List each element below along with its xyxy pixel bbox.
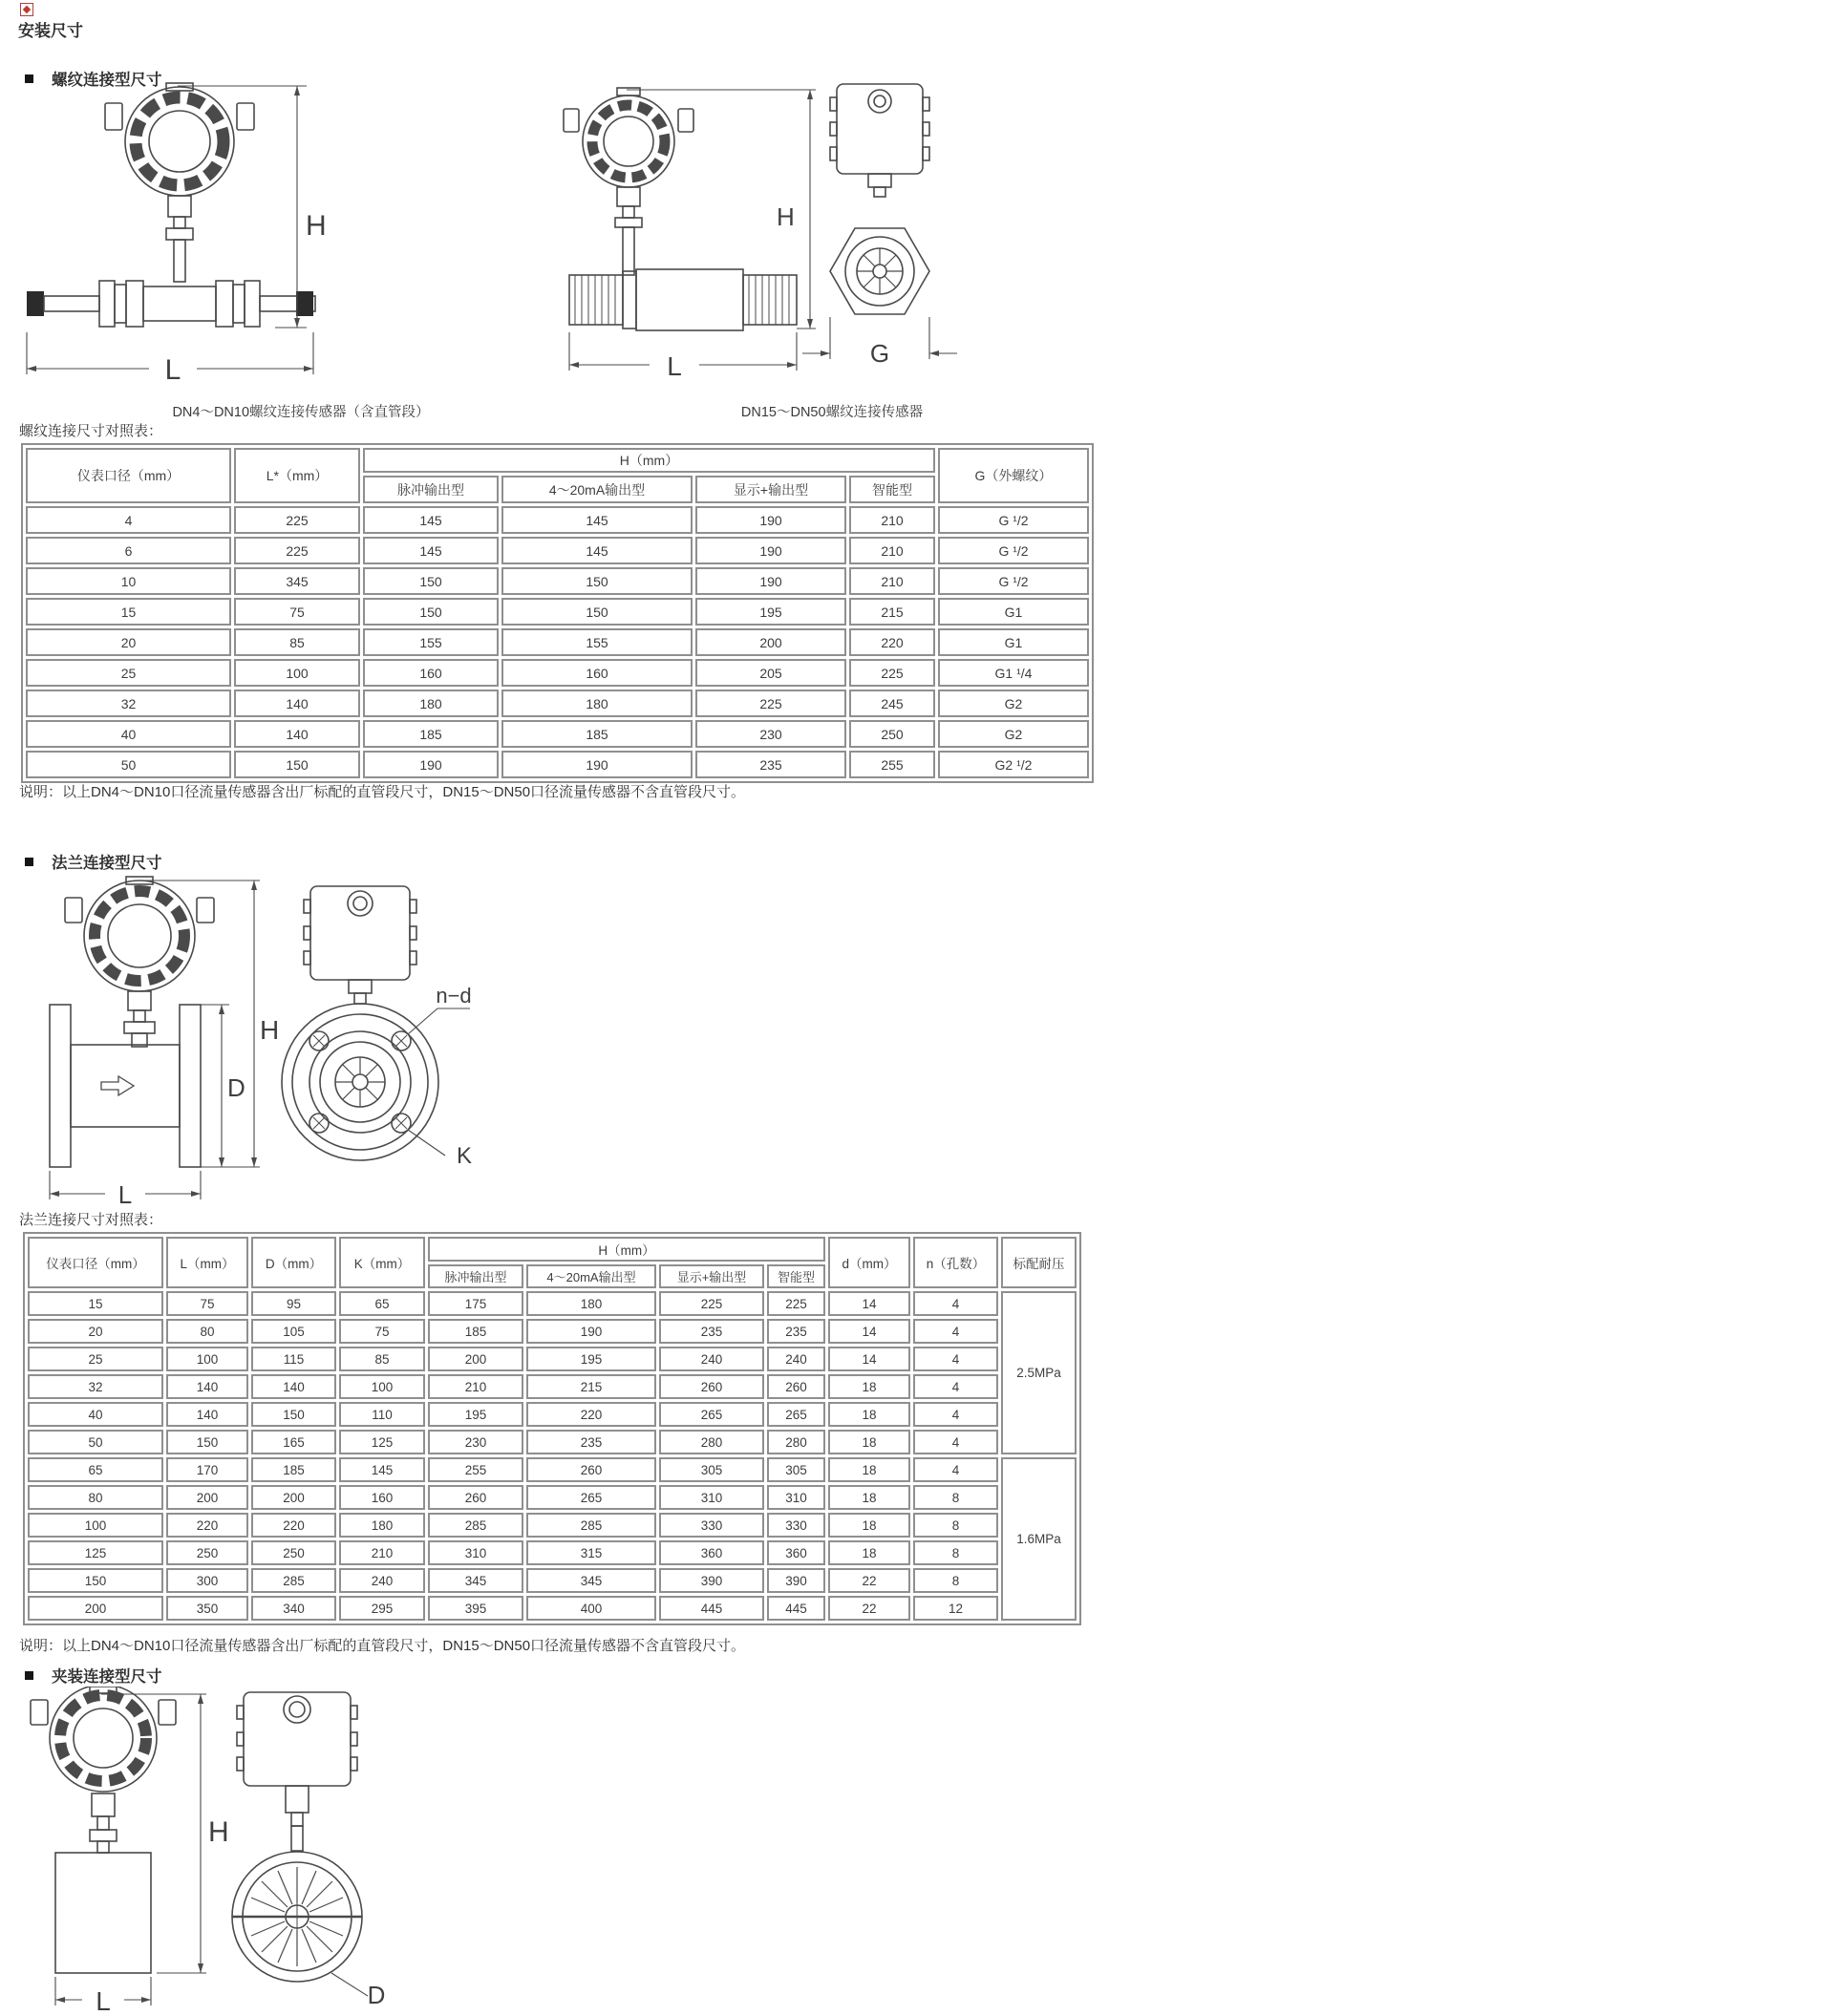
table-cell: 165 xyxy=(251,1430,336,1454)
table-cell: 18 xyxy=(828,1402,910,1427)
table-cell: 8 xyxy=(913,1513,998,1538)
dim-label-k: K xyxy=(457,1143,473,1169)
dim-label-h: H xyxy=(777,202,795,231)
table-cell: 18 xyxy=(828,1485,910,1510)
table-cell: 115 xyxy=(251,1347,336,1371)
column-header-h-group: H（mm） xyxy=(363,448,935,473)
table-cell: 14 xyxy=(828,1347,910,1371)
table-row xyxy=(28,1513,1077,1538)
table-cell: 145 xyxy=(363,506,499,534)
table-cell: 18 xyxy=(828,1374,910,1399)
table-cell: 190 xyxy=(526,1319,656,1344)
broken-image-icon xyxy=(20,3,33,16)
table-cell: 195 xyxy=(428,1402,523,1427)
dim-label-h: H xyxy=(208,1816,229,1848)
table-cell: 390 xyxy=(659,1568,764,1593)
table-cell: 8 xyxy=(913,1485,998,1510)
table-cell: 4 xyxy=(913,1402,998,1427)
table-cell: 50 xyxy=(28,1430,163,1454)
table-cell: 85 xyxy=(234,628,360,656)
table-cell: 155 xyxy=(501,628,693,656)
table-row xyxy=(26,506,1089,534)
table-cell: 6 xyxy=(26,537,231,564)
table-cell: 150 xyxy=(28,1568,163,1593)
column-header-l: L*（mm） xyxy=(234,448,360,503)
square-bullet-icon xyxy=(25,1671,33,1680)
table-cell: 18 xyxy=(828,1457,910,1482)
table-cell: 155 xyxy=(363,628,499,656)
table-cell: 400 xyxy=(526,1596,656,1621)
table-cell: 240 xyxy=(767,1347,825,1371)
table-cell: 15 xyxy=(26,598,231,626)
flange-connection-drawing xyxy=(17,875,514,1219)
table-cell: 190 xyxy=(501,751,693,778)
table-row xyxy=(28,1430,1077,1454)
dim-label-h: H xyxy=(306,210,327,242)
table-cell: 180 xyxy=(339,1513,425,1538)
square-bullet-icon xyxy=(25,858,33,866)
table-cell: 110 xyxy=(339,1402,425,1427)
table-cell: 330 xyxy=(767,1513,825,1538)
table-cell: 80 xyxy=(28,1485,163,1510)
table-cell: 215 xyxy=(526,1374,656,1399)
table-cell: 220 xyxy=(251,1513,336,1538)
table-cell: 185 xyxy=(428,1319,523,1344)
table-cell: 180 xyxy=(526,1291,656,1316)
table-cell: 225 xyxy=(234,506,360,534)
table-cell: 14 xyxy=(828,1291,910,1316)
table-cell: 25 xyxy=(26,659,231,687)
column-header-l: L（mm） xyxy=(166,1237,248,1288)
table-cell: 250 xyxy=(166,1540,248,1565)
column-header-d: D（mm） xyxy=(251,1237,336,1288)
table-cell: 190 xyxy=(695,567,846,595)
table-cell: 190 xyxy=(695,506,846,534)
dim-label-l: L xyxy=(117,1180,133,1209)
column-header-pulse: 脉冲输出型 xyxy=(428,1264,523,1288)
table-cell: G1 ¹/4 xyxy=(938,659,1089,687)
column-header-display: 显示+输出型 xyxy=(695,476,846,503)
table-cell: 210 xyxy=(849,537,935,564)
table-cell: 285 xyxy=(428,1513,523,1538)
table-cell: 140 xyxy=(234,690,360,717)
table-row xyxy=(26,751,1089,778)
table-cell: 235 xyxy=(695,751,846,778)
table-cell: 150 xyxy=(501,598,693,626)
column-header-diameter: 仪表口径（mm） xyxy=(26,448,231,503)
clamp-connection-drawing xyxy=(17,1687,466,2014)
thread-table-title: 螺纹连接尺寸对照表： xyxy=(19,423,163,439)
table-cell: 225 xyxy=(849,659,935,687)
table-cell: 100 xyxy=(234,659,360,687)
table-cell: 200 xyxy=(166,1485,248,1510)
column-header-pulse: 脉冲输出型 xyxy=(363,476,499,503)
table-cell: 230 xyxy=(695,720,846,748)
table-cell: 230 xyxy=(428,1430,523,1454)
table-cell: 225 xyxy=(767,1291,825,1316)
column-header-h-group: H（mm） xyxy=(428,1237,825,1262)
table-cell: 360 xyxy=(659,1540,764,1565)
table-cell: 185 xyxy=(501,720,693,748)
section-heading-label: 法兰连接型尺寸 xyxy=(52,855,162,872)
dim-label-l: L xyxy=(164,354,181,383)
table-row xyxy=(28,1457,1077,1482)
table-row xyxy=(26,628,1089,656)
table-cell: 160 xyxy=(363,659,499,687)
table-cell: 235 xyxy=(767,1319,825,1344)
table-cell: G ¹/2 xyxy=(938,537,1089,564)
table-cell: 185 xyxy=(363,720,499,748)
table-cell: 170 xyxy=(166,1457,248,1482)
table-cell: 160 xyxy=(501,659,693,687)
table-cell: 150 xyxy=(234,751,360,778)
table-cell: 240 xyxy=(339,1568,425,1593)
table-cell: 85 xyxy=(339,1347,425,1371)
table-cell: 210 xyxy=(849,506,935,534)
pressure-rating-cell: 2.5MPa xyxy=(1001,1291,1077,1454)
table-cell: 250 xyxy=(849,720,935,748)
dim-label-g: G xyxy=(869,339,890,368)
table-cell: 210 xyxy=(849,567,935,595)
table-cell: 300 xyxy=(166,1568,248,1593)
table-cell: 100 xyxy=(28,1513,163,1538)
table-cell: 22 xyxy=(828,1596,910,1621)
table-cell: 8 xyxy=(913,1540,998,1565)
table-cell: 445 xyxy=(767,1596,825,1621)
table-cell: 32 xyxy=(26,690,231,717)
table-cell: 285 xyxy=(526,1513,656,1538)
table-cell: 4 xyxy=(913,1430,998,1454)
table-cell: 260 xyxy=(767,1374,825,1399)
table-cell: 390 xyxy=(767,1568,825,1593)
table-row xyxy=(28,1402,1077,1427)
table-cell: 4 xyxy=(913,1347,998,1371)
table-cell: 195 xyxy=(695,598,846,626)
table-cell: 18 xyxy=(828,1540,910,1565)
table-cell: G1 xyxy=(938,628,1089,656)
thread-size-table xyxy=(21,443,1094,783)
column-header-smart: 智能型 xyxy=(767,1264,825,1288)
table-cell: 22 xyxy=(828,1568,910,1593)
table-cell: 18 xyxy=(828,1513,910,1538)
pressure-rating-cell: 1.6MPa xyxy=(1001,1457,1077,1621)
table-cell: 200 xyxy=(695,628,846,656)
table-cell: 50 xyxy=(26,751,231,778)
table-cell: 310 xyxy=(659,1485,764,1510)
table-cell: 195 xyxy=(526,1347,656,1371)
table-cell: 190 xyxy=(363,751,499,778)
table-cell: 140 xyxy=(234,720,360,748)
table-cell: 225 xyxy=(234,537,360,564)
table-cell: 65 xyxy=(28,1457,163,1482)
flange-size-table xyxy=(23,1232,1081,1625)
column-header-d-small: d（mm） xyxy=(828,1237,910,1288)
table-cell: 240 xyxy=(659,1347,764,1371)
table-cell: 4 xyxy=(913,1291,998,1316)
table-cell: G2 ¹/2 xyxy=(938,751,1089,778)
table-cell: 305 xyxy=(767,1457,825,1482)
thread-table-body xyxy=(26,506,1089,778)
table-cell: 145 xyxy=(501,537,693,564)
column-header-display: 显示+输出型 xyxy=(659,1264,764,1288)
table-cell: 175 xyxy=(428,1291,523,1316)
table-cell: 445 xyxy=(659,1596,764,1621)
column-header-diameter: 仪表口径（mm） xyxy=(28,1237,163,1288)
table-cell: 140 xyxy=(251,1374,336,1399)
table-cell: 25 xyxy=(28,1347,163,1371)
dim-label-d: D xyxy=(227,1073,245,1102)
table-cell: 32 xyxy=(28,1374,163,1399)
table-row xyxy=(26,567,1089,595)
flange-table-body xyxy=(28,1291,1077,1621)
table-cell: 235 xyxy=(659,1319,764,1344)
table-cell: G1 xyxy=(938,598,1089,626)
table-cell: 265 xyxy=(767,1402,825,1427)
table-cell: 235 xyxy=(526,1430,656,1454)
dim-label-l: L xyxy=(667,351,682,381)
table-cell: 100 xyxy=(339,1374,425,1399)
table-cell: 14 xyxy=(828,1319,910,1344)
table-cell: 10 xyxy=(26,567,231,595)
threaded-connection-drawing xyxy=(17,82,958,383)
table-cell: 260 xyxy=(659,1374,764,1399)
dim-label-nd: n−d xyxy=(436,984,472,1008)
table-row xyxy=(28,1596,1077,1621)
column-header-ma: 4～20mA输出型 xyxy=(501,476,693,503)
table-cell: 285 xyxy=(251,1568,336,1593)
table-row xyxy=(28,1568,1077,1593)
table-cell: 280 xyxy=(767,1430,825,1454)
table-cell: 75 xyxy=(339,1319,425,1344)
table-row xyxy=(26,537,1089,564)
table-cell: 260 xyxy=(526,1457,656,1482)
table-cell: 4 xyxy=(26,506,231,534)
table-cell: 255 xyxy=(428,1457,523,1482)
table-cell: 8 xyxy=(913,1568,998,1593)
table-cell: 245 xyxy=(849,690,935,717)
table-cell: 330 xyxy=(659,1513,764,1538)
table-cell: 255 xyxy=(849,751,935,778)
page-title: 安装尺寸 xyxy=(18,22,83,40)
table-cell: 265 xyxy=(526,1485,656,1510)
table-row xyxy=(26,690,1089,717)
table-cell: 40 xyxy=(26,720,231,748)
table-cell: 200 xyxy=(251,1485,336,1510)
table-cell: 210 xyxy=(428,1374,523,1399)
section-heading-label: 螺纹连接型尺寸 xyxy=(52,72,162,89)
table-cell: G2 xyxy=(938,690,1089,717)
table-cell: 360 xyxy=(767,1540,825,1565)
table-cell: 310 xyxy=(428,1540,523,1565)
flange-note: 说明：以上DN4～DN10口径流量传感器含出厂标配的直管段尺寸，DN15～DN50口径流量传感器不含直管段尺寸。 xyxy=(19,1638,746,1654)
table-cell: 190 xyxy=(695,537,846,564)
table-cell: 4 xyxy=(913,1319,998,1344)
table-cell: 4 xyxy=(913,1457,998,1482)
table-cell: 225 xyxy=(695,690,846,717)
table-cell: 65 xyxy=(339,1291,425,1316)
table-cell: 150 xyxy=(363,567,499,595)
table-cell: 260 xyxy=(428,1485,523,1510)
column-header-ma: 4～20mA输出型 xyxy=(526,1264,656,1288)
table-cell: 210 xyxy=(339,1540,425,1565)
table-cell: 250 xyxy=(251,1540,336,1565)
table-row xyxy=(26,720,1089,748)
column-header-smart: 智能型 xyxy=(849,476,935,503)
table-cell: 75 xyxy=(166,1291,248,1316)
table-cell: G ¹/2 xyxy=(938,506,1089,534)
column-header-k: K（mm） xyxy=(339,1237,425,1288)
table-cell: G ¹/2 xyxy=(938,567,1089,595)
table-cell: 15 xyxy=(28,1291,163,1316)
table-row xyxy=(28,1319,1077,1344)
table-cell: 20 xyxy=(28,1319,163,1344)
dim-label-l: L xyxy=(96,1986,111,2014)
table-cell: 345 xyxy=(428,1568,523,1593)
table-cell: 105 xyxy=(251,1319,336,1344)
table-cell: 20 xyxy=(26,628,231,656)
section-heading-label: 夹装连接型尺寸 xyxy=(52,1668,162,1686)
table-cell: 145 xyxy=(501,506,693,534)
table-cell: 150 xyxy=(166,1430,248,1454)
table-cell: 280 xyxy=(659,1430,764,1454)
table-row xyxy=(28,1347,1077,1371)
table-cell: 150 xyxy=(251,1402,336,1427)
dim-label-h: H xyxy=(260,1015,280,1045)
table-row xyxy=(26,598,1089,626)
table-cell: 80 xyxy=(166,1319,248,1344)
column-header-g: G（外螺纹） xyxy=(938,448,1089,503)
table-cell: 220 xyxy=(526,1402,656,1427)
table-row xyxy=(28,1374,1077,1399)
table-cell: 125 xyxy=(28,1540,163,1565)
table-cell: 265 xyxy=(659,1402,764,1427)
table-cell: 340 xyxy=(251,1596,336,1621)
column-header-pressure: 标配耐压 xyxy=(1001,1237,1077,1288)
drawing-caption-left: DN4～DN10螺纹连接传感器（含直管段） xyxy=(172,405,430,420)
table-cell: 150 xyxy=(501,567,693,595)
table-cell: 18 xyxy=(828,1430,910,1454)
table-row xyxy=(26,659,1089,687)
table-cell: 345 xyxy=(526,1568,656,1593)
column-header-n: n（孔数） xyxy=(913,1237,998,1288)
table-cell: 395 xyxy=(428,1596,523,1621)
table-cell: 160 xyxy=(339,1485,425,1510)
table-cell: 100 xyxy=(166,1347,248,1371)
table-cell: 125 xyxy=(339,1430,425,1454)
drawing-caption-right: DN15～DN50螺纹连接传感器 xyxy=(740,405,924,420)
table-cell: 220 xyxy=(166,1513,248,1538)
table-cell: 205 xyxy=(695,659,846,687)
table-cell: 305 xyxy=(659,1457,764,1482)
flange-table-title: 法兰连接尺寸对照表： xyxy=(19,1212,163,1228)
dim-label-d: D xyxy=(367,1981,386,2009)
table-cell: 310 xyxy=(767,1485,825,1510)
table-cell: 200 xyxy=(28,1596,163,1621)
table-cell: 40 xyxy=(28,1402,163,1427)
table-row xyxy=(28,1540,1077,1565)
table-cell: 180 xyxy=(363,690,499,717)
table-cell: 4 xyxy=(913,1374,998,1399)
table-cell: 145 xyxy=(363,537,499,564)
thread-note: 说明：以上DN4～DN10口径流量传感器含出厂标配的直管段尺寸，DN15～DN50口径流量传感器不含直管段尺寸。 xyxy=(19,784,746,800)
table-cell: 150 xyxy=(363,598,499,626)
table-cell: 225 xyxy=(659,1291,764,1316)
table-cell: 145 xyxy=(339,1457,425,1482)
table-cell: 345 xyxy=(234,567,360,595)
section-heading-flange xyxy=(25,850,162,873)
table-cell: 12 xyxy=(913,1596,998,1621)
table-cell: 140 xyxy=(166,1402,248,1427)
table-cell: 180 xyxy=(501,690,693,717)
table-cell: 215 xyxy=(849,598,935,626)
section-heading-clamp xyxy=(25,1664,162,1687)
table-cell: G2 xyxy=(938,720,1089,748)
table-cell: 200 xyxy=(428,1347,523,1371)
table-cell: 95 xyxy=(251,1291,336,1316)
table-cell: 140 xyxy=(166,1374,248,1399)
table-row xyxy=(28,1485,1077,1510)
table-cell: 75 xyxy=(234,598,360,626)
table-cell: 315 xyxy=(526,1540,656,1565)
table-cell: 350 xyxy=(166,1596,248,1621)
table-cell: 220 xyxy=(849,628,935,656)
table-cell: 185 xyxy=(251,1457,336,1482)
table-cell: 295 xyxy=(339,1596,425,1621)
table-row xyxy=(28,1291,1077,1316)
